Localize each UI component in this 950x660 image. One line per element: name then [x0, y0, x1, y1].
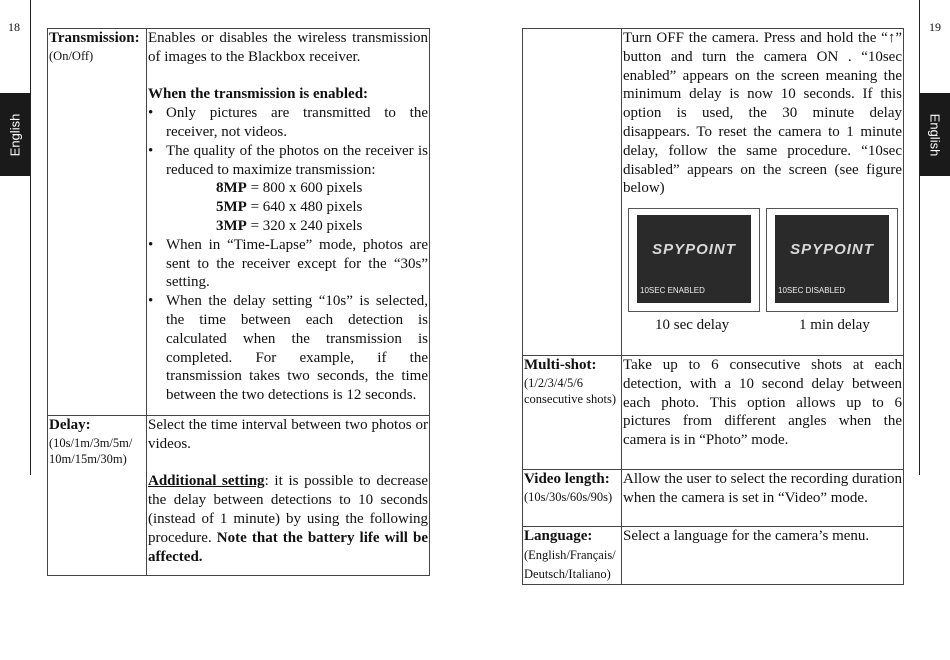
additional-setting-label: Additional setting — [148, 473, 265, 490]
setting-options: (10s/30s/60s/90s) — [524, 489, 613, 504]
setting-options: (On/Off) — [49, 48, 94, 63]
setting-name-cell — [523, 527, 622, 585]
table-row-delay-continued — [523, 29, 904, 356]
camera-screen — [775, 215, 889, 303]
settings-table-left — [47, 28, 430, 576]
camera-screen-figure — [628, 208, 760, 312]
page-number-right: 19 — [929, 20, 941, 34]
setting-name-cell — [48, 29, 147, 416]
list-item — [166, 142, 428, 236]
list-item: • When in “Time-Lapse” mode, photos are sent to the receiver except for the “30s” setting. — [166, 236, 428, 292]
table-row-video-length — [523, 470, 904, 527]
page-margin-line-right — [919, 0, 920, 475]
list-item: • Only pictures are transmitted to the receiver, not videos. — [166, 104, 428, 142]
resolution-value: = 800 x 600 pixels — [246, 180, 363, 197]
setting-title: Video length: — [524, 471, 610, 487]
table-row-transmission — [48, 29, 430, 416]
section-heading: When the transmission is enabled: — [148, 86, 369, 103]
setting-name-cell — [48, 416, 147, 576]
figure-caption: 1 min delay — [799, 317, 870, 334]
resolution-label: 3MP — [216, 217, 247, 234]
setting-name-cell — [523, 356, 622, 470]
setting-description-cell — [622, 470, 904, 527]
setting-title: Transmission: — [49, 30, 140, 46]
additional-setting-text: : it is possible to decrease the delay between detections to 10 seconds (instead of 1 minute) by using the following procedure. — [148, 473, 429, 546]
resolution-label: 8MP — [216, 180, 247, 197]
table-row-language — [523, 527, 904, 585]
resolution-label: 5MP — [216, 199, 247, 216]
language-tab-label: English — [927, 113, 943, 156]
figure-caption: 10 sec delay — [655, 317, 730, 334]
setting-options: (1/2/3/4/5/6 consecutive shots) — [524, 375, 616, 406]
table-row-delay — [48, 416, 430, 576]
setting-name-cell — [523, 470, 622, 527]
table-row-multi-shot — [523, 356, 904, 470]
description-text: Take up to 6 consecutive shots at each detection, with a 10 second delay between each photo. This option allows up to 6 pictures from different angles when the camera is in “Photo” mode. — [623, 357, 902, 449]
camera-screen — [637, 215, 751, 303]
description-text: Turn OFF the camera. Press and hold the “↑” button and turn the camera ON . “10sec enabled” appears on the screen meaning the minimum delay is now 10 seconds. If this option is used, the 30 minute delay disappears. To reset the camera to 1 minute delay, follow the same procedure. “10sec disabled” appears on the screen (see figure below) — [623, 30, 902, 197]
language-tab-right — [920, 93, 950, 176]
resolution-line — [166, 179, 428, 198]
description-text: Select the time interval between two photos or videos. — [148, 417, 428, 452]
resolution-value: = 320 x 240 pixels — [246, 217, 363, 234]
additional-setting-paragraph — [148, 472, 428, 566]
description-text: Allow the user to select the recording duration when the camera is set in “Video” mode. — [623, 471, 902, 506]
delay-figure — [623, 198, 902, 338]
screen-status-text: 10SEC DISABLED — [778, 286, 846, 296]
setting-title: Delay: — [49, 417, 91, 433]
setting-options: (10s/1m/3m/5m/ 10m/15m/30m) — [49, 435, 133, 466]
spypoint-logo: SPYPOINT — [652, 241, 736, 259]
battery-note: Note that the battery life will be affected. — [148, 529, 428, 565]
description-text: Select a language for the camera’s menu. — [623, 528, 870, 544]
page-margin-line-left — [30, 0, 31, 475]
screen-status-text: 10SEC ENABLED — [640, 286, 705, 296]
list-item-text: The quality of the photos on the receiver is reduced to maximize transmission: — [166, 142, 428, 178]
setting-name-cell — [523, 29, 622, 356]
camera-screen-figure — [766, 208, 898, 312]
settings-table-right — [522, 28, 904, 585]
page-number-left: 18 — [8, 20, 20, 34]
setting-description-cell — [147, 29, 430, 416]
setting-title: Multi-shot: — [524, 357, 597, 373]
setting-description-cell — [147, 416, 430, 576]
setting-description-cell — [622, 356, 904, 470]
resolution-line — [166, 217, 428, 236]
language-tab-label: English — [7, 113, 23, 156]
language-tab-left — [0, 93, 30, 176]
spypoint-logo: SPYPOINT — [790, 241, 874, 259]
resolution-line — [166, 198, 428, 217]
setting-title: Language: — [524, 528, 593, 544]
description-text: Enables or disables the wireless transmission of images to the Blackbox receiver. — [148, 30, 428, 65]
list-item: • When the delay setting “10s” is selected, the time between each detection is calculated when the transmission is completed. For example, if the transmission takes two seconds, the time between the two detections is 12 seconds. — [166, 292, 428, 405]
setting-description-cell — [622, 29, 904, 356]
setting-options: (English/Français/ Deutsch/Italiano) — [524, 547, 616, 581]
resolution-value: = 640 x 480 pixels — [246, 199, 363, 216]
bullet-list — [148, 104, 428, 405]
setting-description-cell — [622, 527, 904, 585]
